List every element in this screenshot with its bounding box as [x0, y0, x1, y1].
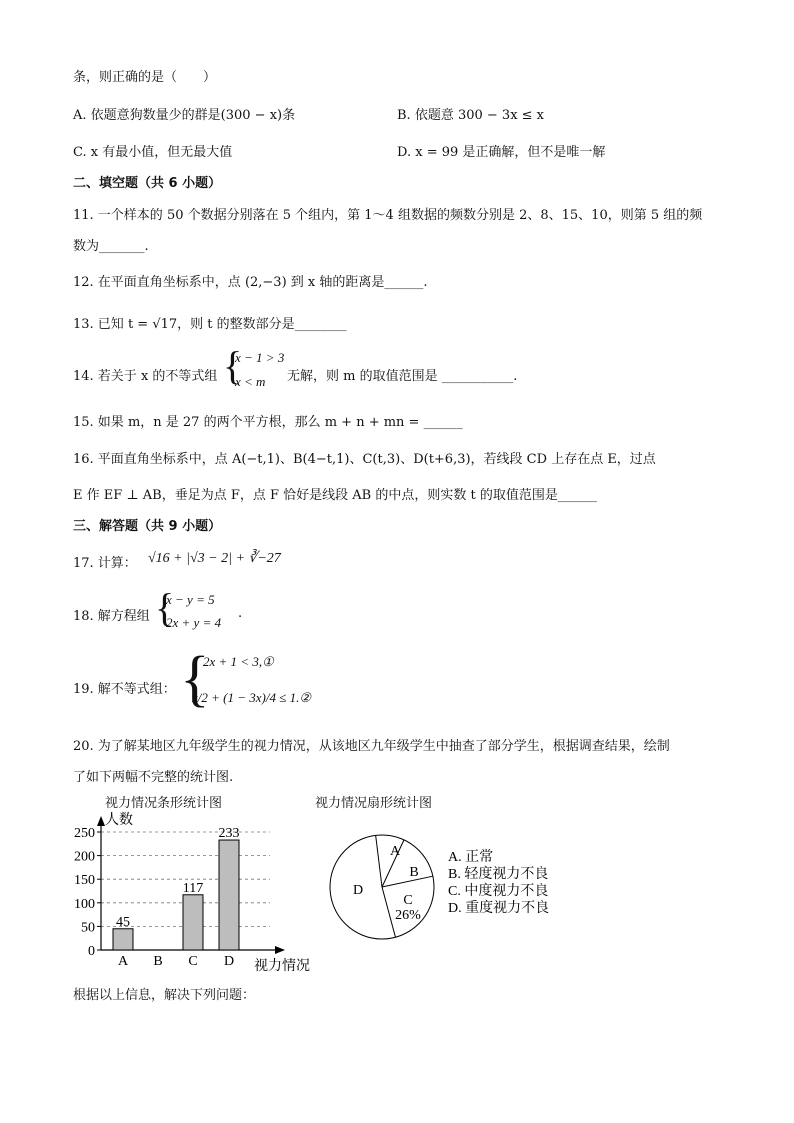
- pie-chart: [325, 830, 570, 945]
- bar-chart-title: 视力情况条形统计图: [105, 796, 223, 811]
- y-axis-label: 人数: [105, 813, 133, 828]
- q12-text: 12. 在平面直角坐标系中，点 (2,−3) 到 x 轴的距离是______.: [73, 275, 428, 290]
- q19-row1: 2x + 1 < 3,①: [203, 654, 274, 669]
- pie-slice-label-D: D: [352, 883, 364, 898]
- y-tick-label: 50: [81, 920, 95, 936]
- q14-row1: x − 1 > 3: [235, 350, 285, 365]
- q18-prefix: 18. 解方程组: [73, 609, 150, 624]
- x-tick-label: B: [153, 954, 163, 969]
- q18-row2: 2x + y = 4: [166, 615, 222, 630]
- pie-slice-label-C: C: [403, 893, 413, 908]
- legend-item: B. 轻度视力不良: [448, 867, 549, 882]
- y-tick-label: 150: [74, 873, 95, 889]
- q11-line2: 数为_______.: [73, 239, 149, 254]
- bar-D: [219, 840, 239, 950]
- bar-value-label: 45: [116, 914, 130, 930]
- pie-slice-label-A: A: [389, 844, 401, 859]
- q20-line1: 20. 为了解某地区九年级学生的视力情况，从该地区九年级学生中抽查了部分学生，根据调查结果，绘制: [73, 739, 670, 754]
- legend-item: A. 正常: [448, 850, 494, 865]
- q10-option-c: C. x 有最小值，但无最大值: [73, 145, 233, 160]
- pie-chart-title: 视力情况扇形统计图: [315, 796, 433, 811]
- y-axis-arrow: [97, 816, 105, 826]
- q20-line2: 了如下两幅不完整的统计图.: [73, 770, 234, 785]
- x-tick-label: D: [223, 954, 235, 969]
- q11-line1: 11. 一个样本的 50 个数据分别落在 5 个组内，第 1～4 组数据的频数分别是 2、8、15、10，则第 5 组的频: [73, 208, 703, 223]
- q14-row2: x < m: [235, 374, 266, 389]
- q10-option-d: D. x = 99 是正确解，但不是唯一解: [397, 145, 606, 160]
- bar-A: [113, 929, 133, 950]
- q17-expression: √16 + |√3 − 2| + ∛−27: [148, 551, 281, 566]
- legend-item: C. 中度视力不良: [448, 884, 549, 899]
- q14-suffix: 无解，则 m 的取值范围是 ___________.: [287, 369, 518, 384]
- legend-item: D. 重度视力不良: [448, 901, 550, 916]
- q13-text: 13. 已知 t = √17，则 t 的整数部分是________: [73, 317, 347, 332]
- x-axis-arrow: [275, 946, 285, 954]
- q10-option-b: B. 依题意 300 − 3x ≤ x: [397, 108, 545, 123]
- pie-slice-percent: 26%: [395, 908, 421, 923]
- q19-prefix: 19. 解不等式组：: [73, 682, 176, 697]
- bar-chart: [65, 806, 325, 976]
- x-tick-label: C: [188, 954, 198, 969]
- q20-after: 根据以上信息，解决下列问题：: [73, 988, 256, 1003]
- bar-C: [183, 895, 203, 950]
- q16-line2: E 作 EF ⊥ AB，垂足为点 F，点 F 恰好是线段 AB 的中点，则实数 t 的取值范围是______: [73, 488, 597, 503]
- q16-line1: 16. 平面直角坐标系中，点 A(−t,1)、B(4−t,1)、C(t,3)、D(t+6,3)，若线段 CD 上存在点 E，过点: [73, 452, 656, 467]
- q18-row1: x − y = 5: [166, 592, 215, 607]
- bar-value-label: 233: [218, 826, 240, 842]
- q10-stem-tail: 条，则正确的是（ ）: [73, 70, 217, 85]
- pie-slice-label-B: B: [409, 865, 419, 880]
- q19-brace: {: [180, 645, 210, 713]
- y-tick-label: 250: [74, 826, 95, 841]
- q10-option-a: A. 依题意狗数量少的群是(300 − x)条: [73, 108, 296, 123]
- q15-text: 15. 如果 m，n 是 27 的两个平方根，那么 m + n + mn = ______: [73, 415, 463, 430]
- q19-row2: x/2 + (1 − 3x)/4 ≤ 1.②: [192, 690, 312, 705]
- y-tick-label: 100: [74, 896, 95, 912]
- section2-title: 二、填空题（共 6 小题）: [73, 176, 222, 191]
- q18-suffix: .: [238, 606, 243, 621]
- y-tick-label: 200: [74, 849, 95, 865]
- q14-prefix: 14. 若关于 x 的不等式组: [73, 369, 218, 384]
- section3-title: 三、解答题（共 9 小题）: [73, 519, 222, 534]
- y-tick-label: 0: [88, 944, 95, 959]
- q18-brace: {: [155, 585, 175, 630]
- x-tick-label: A: [117, 954, 129, 969]
- bar-value-label: 117: [182, 880, 204, 896]
- q17-prefix: 17. 计算：: [73, 556, 137, 571]
- x-axis-label: 视力情况: [254, 959, 310, 974]
- q14-brace: {: [223, 343, 243, 388]
